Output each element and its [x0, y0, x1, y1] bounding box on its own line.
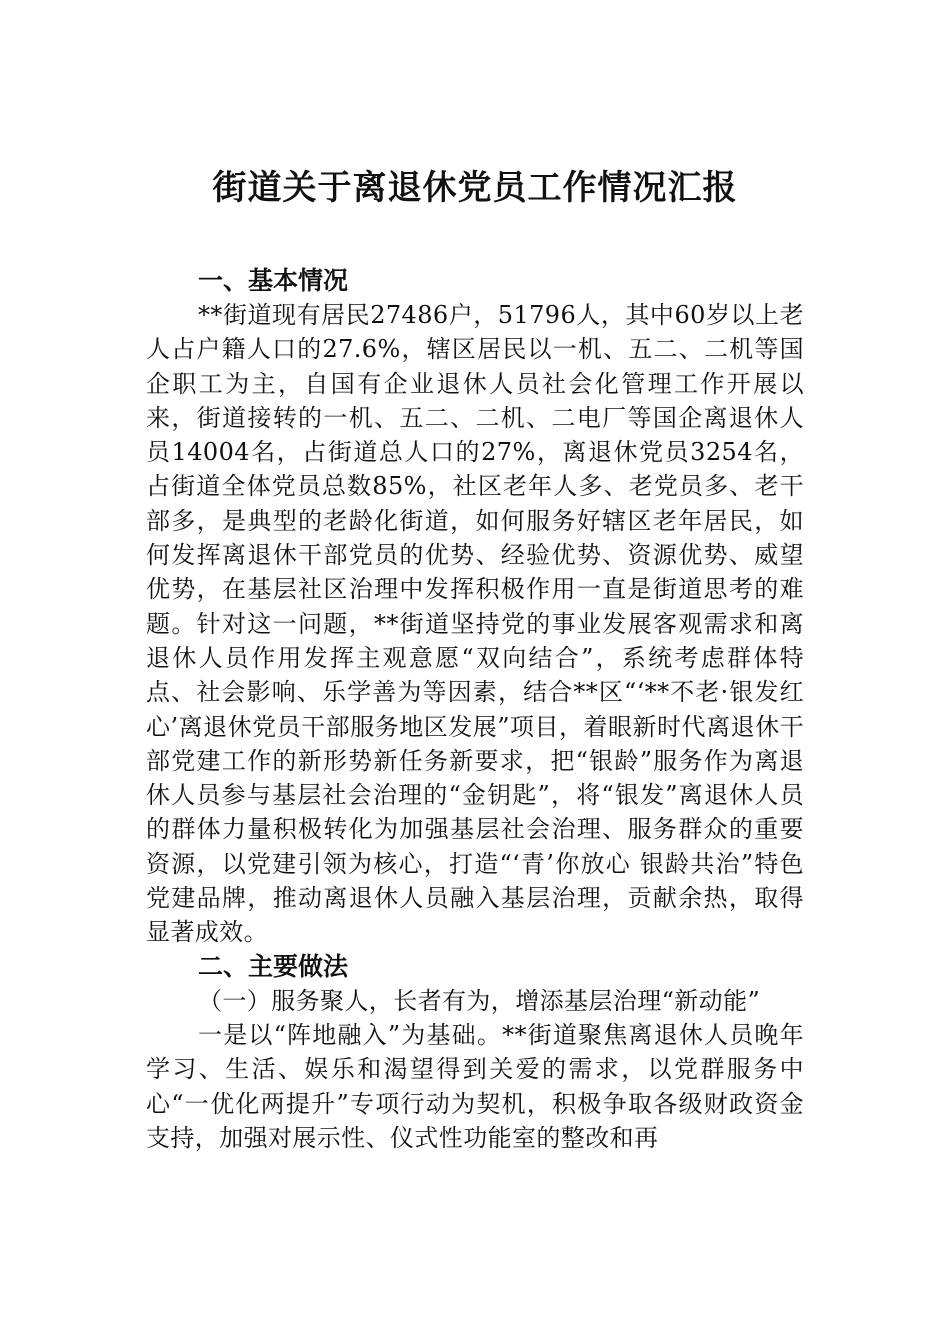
- section-heading-main-practices: 二、主要做法: [198, 951, 349, 981]
- body-paragraph-position-integration: 一是以“阵地融入”为基础。**街道聚焦离退休人员晚年学习、生活、娱乐和渴望得到关爱的需求，以党群服务中心“一优化两提升”专项行动为契机，积极争取各级财政资金支持，加强对展示性、仪式性功能室的整改和再: [146, 1020, 804, 1152]
- subsection-heading-service: （一）服务聚人，长者有为，增添基层治理“新动能”: [198, 986, 761, 1015]
- document-title: 街道关于离退休党员工作情况汇报: [212, 168, 738, 208]
- body-paragraph-basic-situation: **街道现有居民27486户，51796人，其中60岁以上老人占户籍人口的27.6%，辖区居民以一机、五二、二机等国企职工为主，自国有企业退休人员社会化管理工作开展以来，街道接转的一机、五二、二机、二电厂等国企离退休人员14004名，占街道总人口的27%，离退休党员3254名，占街道全体党员总数85%，社区老年人多、老党员多、老干部多，是典型的老龄化街道，如何服务好辖区老年居民，如何发挥离退休干部党员的优势、经验优势、资源优势、威望优势，在基层社区治理中发挥积极作用一直是街道思考的难题。针对这一问题，**街道坚持党的事业发展客观需求和离退休人员作用发挥主观意愿“双向结合”，系统考虑群体特点、社会影响、乐学善为等因素，结合**区“‘**不老·银发红心’离退休党员干部服务地区发展”项目，着眼新时代离退休干部党建工作的新形势新任务新要求，把“银龄”服务作为离退休人员参与基层社会治理的“金钥匙”，将“银发”离退休人员的群体力量积极转化为加强基层社会治理、服务群众的重要资源，以党建引领为核心，打造“‘青’你放心 银龄共治”特色党建品牌，推动离退休人员融入基层治理，贡献余热，取得显著成效。: [146, 301, 804, 947]
- section-heading-basic-situation: 一、基本情况: [198, 266, 349, 295]
